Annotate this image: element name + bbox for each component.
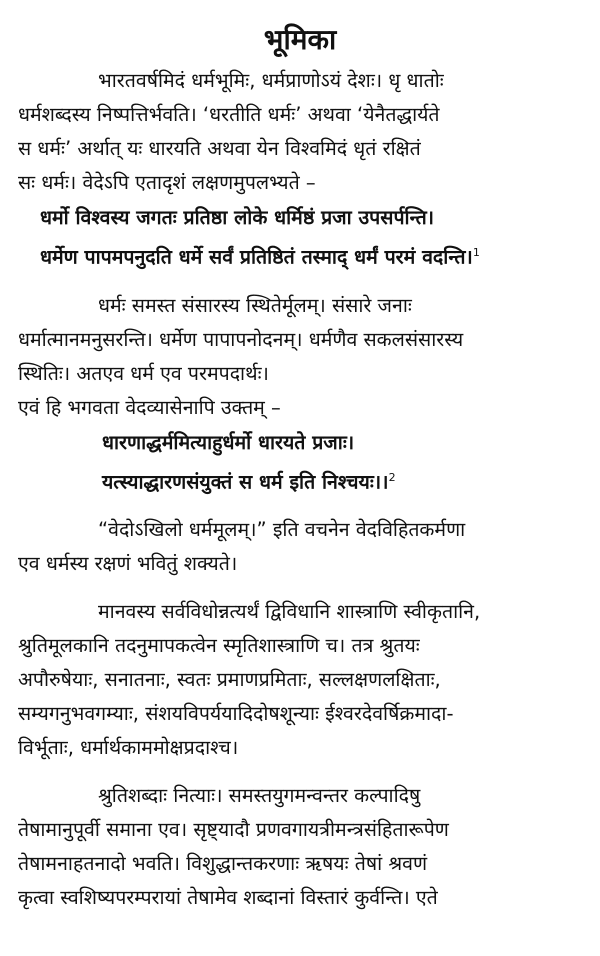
paragraph-1 <box>18 64 582 200</box>
paragraph-line: कृत्वा स्वशिष्यपरम्परायां तेषामेव शब्दानां विस्तारं कुर्वन्ति। एते <box>18 886 438 909</box>
paragraph-line: धर्मशब्दस्य निष्पत्तिर्भवति। ‘धरतीति धर्मः’ अथवा ‘येनैतद्धार्यते <box>18 103 440 126</box>
paragraph-line: भारतवर्षमिदं धर्मभूमिः, धर्मप्राणोऽयं देशः। धृ धातोः <box>98 69 444 92</box>
verse-1 <box>18 200 582 275</box>
paragraph-line: श्रुतिशब्दाः नित्याः। समस्तयुगमन्वन्तर कल्पादिषु <box>98 784 421 807</box>
paragraph-line: स्थितिः। अतएव धर्म एव परमपदार्थः। <box>18 361 269 385</box>
paragraph-line: तेषामनाहतनादो भवति। विशुद्धान्तकरणाः ऋषयः तेषां श्रवणं <box>18 852 428 875</box>
verse-line: धारणाद्धर्ममित्याहुर्धर्मो धारयते प्रजाः। <box>102 430 355 454</box>
verse-line-text: धर्मेण पापमपनुदति धर्मे सर्वं प्रतिष्ठितं तस्माद् धर्मं परमं वदन्ति। <box>40 245 473 269</box>
paragraph-5 <box>18 779 582 915</box>
paragraph-4 <box>18 595 582 765</box>
paragraph-line: स धर्मः’ अर्थात् यः धारयति अथवा येन विश्वमिदं धृतं रक्षितं <box>18 137 421 160</box>
paragraph-line: तेषामानुपूर्वी समाना एव। सृष्ट्यादौ प्रणवगायत्रीमन्त्रसंहितारूपेण <box>18 818 449 841</box>
spacer <box>18 581 582 595</box>
paragraph-3 <box>18 513 582 581</box>
paragraph-line: एवं हि भगवता वेदव्यासेनापि उक्तम् – <box>18 395 281 419</box>
paragraph-line: धर्मः समस्त संसारस्य स्थितेर्मूलम्। संसारे जनाः <box>98 293 412 317</box>
spacer <box>18 275 582 289</box>
footnote-marker: 2 <box>388 470 396 484</box>
verse-2 <box>18 425 582 500</box>
paragraph-line: अपौरुषेयाः, सनातनाः, स्वतः प्रमाणप्रमिताः, सल्लक्षणलक्षिताः, <box>18 668 441 691</box>
paragraph-line: मानवस्य सर्वविधोन्नत्यर्थं द्विविधानि शास्त्राणि स्वीकृतानि, <box>98 600 481 623</box>
spacer <box>18 765 582 779</box>
verse-line-with-footnote <box>40 460 582 500</box>
verse-line-text: यत्स्याद्धारणसंयुक्तं स धर्म इति निश्चयः।। <box>102 470 389 493</box>
verse-line-with-footnote <box>40 235 582 275</box>
paragraph-line: एव धर्मस्य रक्षणं भवितुं शक्यते। <box>18 552 238 575</box>
paragraph-line: सः धर्मः। वेदेऽपि एतादृशं लक्षणमुपलभ्यते – <box>18 171 316 194</box>
spacer <box>18 499 582 513</box>
page-title: भूमिका <box>263 23 337 56</box>
paragraph-line: “वेदोऽखिलो धर्ममूलम्।” इति वचनेन वेदविहितकर्मणा <box>98 518 466 541</box>
footnote-marker: 1 <box>472 246 480 259</box>
paragraph-line: धर्मात्मानमनुसरन्ति। धर्मेण पापापनोदनम्। धर्मणैव सकलसंसारस्य <box>18 327 464 351</box>
paragraph-line: श्रुतिमूलकानि तदनुमापकत्वेन स्मृतिशास्त्राणि च। तत्र श्रुतयः <box>18 634 420 657</box>
verse-line: धर्मो विश्वस्य जगतः प्रतिष्ठा लोके धर्मिष्ठं प्रजा उपसर्पन्ति। <box>40 206 435 229</box>
paragraph-2 <box>18 289 582 425</box>
paragraph-line: विर्भूताः, धर्मार्थकाममोक्षप्रदाश्च। <box>18 736 239 759</box>
paragraph-line: सम्यगनुभवगम्याः, संशयविपर्ययादिदोषशून्याः ईश्वरदेवर्षिक्रमादा- <box>18 702 454 725</box>
